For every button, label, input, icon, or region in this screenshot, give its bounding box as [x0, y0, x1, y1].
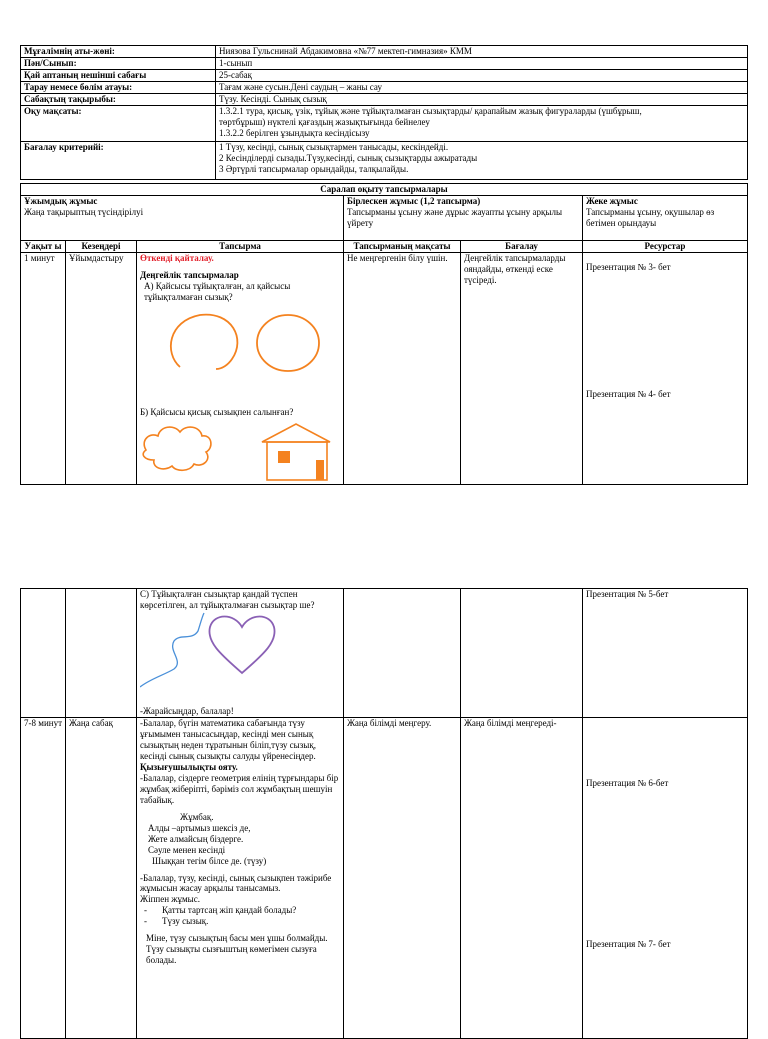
- row3-resources: [583, 717, 748, 1038]
- header-assessment: Бағалау: [461, 240, 583, 252]
- lesson-info-table: [20, 45, 748, 180]
- info-value: Ниязова Гульснинай Абдакимовна «№77 мектеп-гимназия» КММ: [216, 46, 748, 58]
- list-item: - Түзу сызық.: [144, 916, 209, 927]
- task-c-text: С) Тұйықталған сызықтар қандай түспен көрсетілген, ал тұйықталмаған сызықтар ше?: [140, 589, 315, 610]
- resource-ref: Презентация № 7- бет: [586, 938, 671, 949]
- row2-task: [137, 589, 344, 718]
- row3-task: [137, 717, 344, 1038]
- row3-assessment: Жаңа білімді меңгереді-: [461, 717, 583, 1038]
- header-task: Тапсырма: [137, 240, 344, 252]
- diff-title: Саралап оқыту тапсырмалары: [21, 184, 748, 196]
- group-work-cell: [21, 195, 344, 240]
- new-lesson-intro: -Балалар, бүгін математика сабағында түзу ұғымымен танысасыңдар, кесінді мен сынық сызықтың неден тұратынын біліп,түзу сызық, кесінді сынық сызықты салуды үйренесіңдер.: [140, 717, 316, 761]
- task-heading: Өткенді қайталау.: [140, 252, 214, 263]
- task-b-text: Б) Қайсысы қисық сызықпен салынған?: [140, 406, 294, 417]
- task-a-text: А) Қайсысы тұйықталған, ал қайсысы тұйықталмаған сызық?: [144, 280, 291, 302]
- info-label: Қай аптаның нешінші сабағы: [21, 70, 216, 82]
- cloud-shape: [143, 427, 211, 470]
- pair-work-title: Бірлескен жұмыс (1,2 тапсырма): [347, 195, 481, 206]
- row3-stage: Жаңа сабақ: [66, 717, 137, 1038]
- criteria-line: 2 Кесінділерді сызады.Түзу,кесінді, сынық сызықтарды ажыратады: [219, 152, 478, 163]
- task-subheading: Деңгейлік тапсырмалар: [140, 269, 239, 280]
- row2-resources: Презентация № 5-бет: [583, 589, 748, 718]
- info-label: Сабақтың тақырыбы:: [21, 94, 216, 106]
- row1-resources: [583, 252, 748, 484]
- info-label: Пән/Сынып:: [21, 58, 216, 70]
- string-question-list: [140, 905, 340, 927]
- house-shape: [262, 424, 330, 480]
- header-resources: Ресурстар: [583, 240, 748, 252]
- row3-time: 7-8 минут: [21, 717, 66, 1038]
- resource-ref: Презентация № 6-бет: [586, 777, 669, 788]
- header-time: Уақыт ы: [21, 240, 66, 252]
- interest-heading: Қызығушылықты ояту.: [140, 761, 238, 772]
- info-value: Тағам және сусын.Дені саудың – жаны сау: [216, 82, 748, 94]
- info-value: 25-сабақ: [216, 70, 748, 82]
- resource-ref: Презентация № 4- бет: [586, 388, 671, 399]
- open-curve-shape: [171, 314, 238, 368]
- riddle-line: Жете алмайсың біздерге.: [148, 833, 244, 844]
- lesson-plan-table: [20, 183, 748, 485]
- ruler-fact: Түзу сызықты сызғыштың көмегімен сызуға болады.: [146, 944, 317, 966]
- pair-work-text: Тапсырманы ұсыну және дұрыс жауапты ұсыну арқылы үйрету: [347, 206, 562, 228]
- riddle-line: Сәуле менен кесінді: [148, 844, 226, 855]
- open-wavy-line: [140, 613, 204, 687]
- experiment-text: -Балалар, түзу, кесінді, сынық сызықпен тәжірибе жұмысын жасау арқылы танысамыз.: [140, 872, 332, 894]
- goal-line: 1.3.2.2 берілген ұзындықта кесіндісызу: [219, 127, 370, 138]
- list-item: - Қатты тартсаң жіп қандай болады?: [144, 905, 297, 916]
- info-label: Тарау немесе бөлім атауы:: [21, 82, 216, 94]
- info-label: Мұғалімнің аты-жөні:: [21, 46, 216, 58]
- goal-line: 1.3.2.1 тура, қисық, үзік, тұйық және тұйықталмаған сызықтарды/ қарапайым жазық фигураларды (үшбұрыш,: [219, 106, 642, 116]
- task-praise: -Жарайсыңдар, балалар!: [140, 705, 234, 716]
- criteria-line: 1 Түзу, кесінді, сынық сызықтармен танысады, кескіндейді.: [219, 142, 449, 152]
- goals-label: Оқу мақсаты:: [21, 106, 216, 142]
- pair-work-cell: [344, 195, 583, 240]
- task-c-figures: [140, 611, 340, 697]
- row1-stage: Ұйымдастыру: [66, 252, 137, 484]
- row1-time: 1 минут: [21, 252, 66, 484]
- header-goal: Тапсырманың мақсаты: [344, 240, 461, 252]
- individual-work-text: Тапсырманы ұсыну, оқушылар өз бетімен орындауы: [586, 206, 715, 228]
- closed-heart-shape: [209, 616, 274, 673]
- task-b-figures: [140, 418, 345, 484]
- criteria-label: Бағалау критерийі:: [21, 142, 216, 180]
- row1-goal: Не меңгергенін білу үшін.: [344, 252, 461, 484]
- lesson-plan-table-continued: [20, 588, 748, 1039]
- row3-goal: Жаңа білімді меңгеру.: [344, 717, 461, 1038]
- individual-work-cell: [583, 195, 748, 240]
- riddle-title: Жұмбақ.: [180, 811, 214, 822]
- row1-assessment: Деңгейлік тапсырмаларды ояндайды, өткенді еске түсіреді.: [461, 252, 583, 484]
- info-value: Түзу. Кесінді. Сынық сызық: [216, 94, 748, 106]
- info-value: 1-сынып: [216, 58, 748, 70]
- riddle-line: Алды –артымыз шексіз де,: [148, 822, 251, 833]
- criteria-line: 3 Әртүрлі тапсырмалар орындайды, талқылайды.: [219, 163, 409, 174]
- resource-ref: Презентация № 3- бет: [586, 261, 671, 272]
- group-work-title: Ұжымдық жұмыс: [24, 195, 98, 206]
- goal-line: төртбұрыш) нүктелі қағаздың жазықтығында бейнелеу: [219, 116, 430, 127]
- riddle-line: Шыққан тегім білсе де. (түзу): [152, 855, 267, 866]
- riddle-intro: -Балалар, сіздерге геометрия елінің тұрғындары бір жұмбақ жіберіпті, бәріміз сол жұмбақтың шешуін табайық.: [140, 772, 339, 805]
- header-stage: Кезеңдері: [66, 240, 137, 252]
- goals-text: [216, 106, 748, 142]
- group-work-text: Жаңа тақырыптың түсіндірілуі: [24, 206, 144, 217]
- closed-circle-shape: [257, 315, 319, 371]
- string-work-heading: Жіппен жұмыс.: [140, 894, 200, 905]
- task-a-figures: [140, 303, 340, 381]
- row1-task: [137, 252, 344, 484]
- criteria-text: [216, 142, 748, 180]
- straight-line-fact: Міне, түзу сызықтың басы мен ұшы болмайды.: [146, 933, 328, 944]
- individual-work-title: Жеке жұмыс: [586, 195, 638, 206]
